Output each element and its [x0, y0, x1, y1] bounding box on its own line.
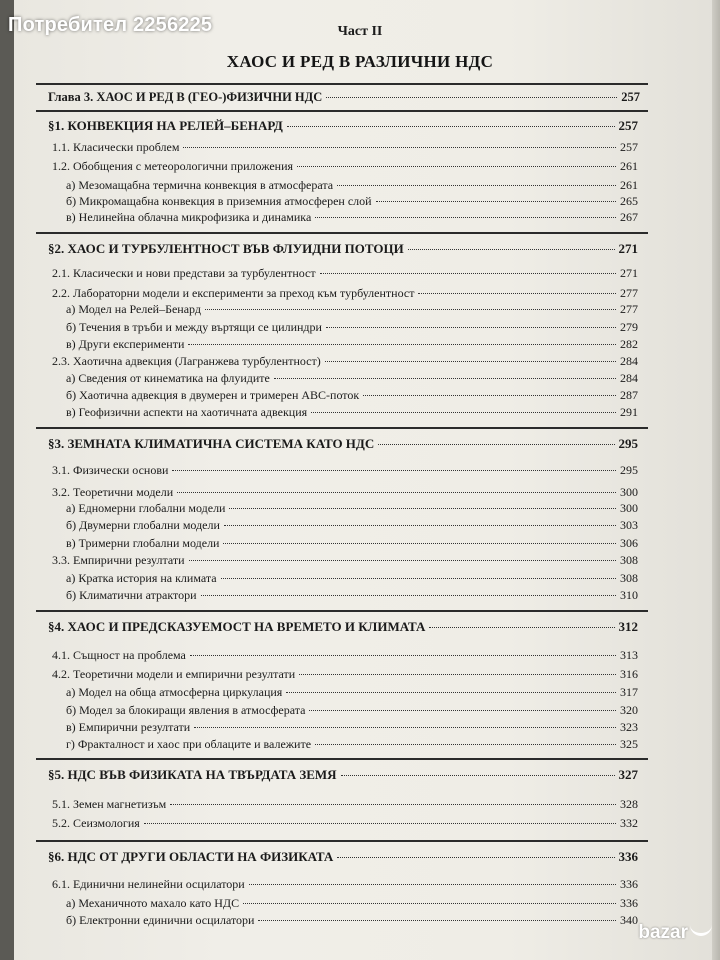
item-page: 320 [620, 703, 638, 717]
subsection-entry [52, 485, 638, 500]
item-label: а) Мезомащабна термична конвекция в атмосферата [66, 178, 334, 192]
leader-dots [177, 492, 616, 493]
leader-dots [190, 655, 616, 656]
section-label: §4. ХАОС И ПРЕДСКАЗУЕМОСТ НА ВРЕМЕТО И КЛИМАТА [48, 619, 426, 634]
subsection-item [66, 720, 638, 735]
item-page: 323 [620, 720, 638, 734]
item-page: 279 [620, 320, 638, 334]
item-label: в) Други експерименти [66, 337, 185, 351]
leader-dots [201, 595, 617, 596]
subsection-item [66, 896, 638, 911]
item-page: 261 [620, 159, 638, 173]
subsection-entry [52, 877, 638, 892]
subsection-entry [52, 286, 638, 301]
section-divider [36, 232, 648, 234]
item-label: 4.1. Същност на проблема [52, 648, 186, 662]
section-entry [48, 436, 638, 452]
subsection-item [66, 405, 638, 420]
item-label: а) Модел на Релей–Бенард [66, 302, 202, 316]
item-label: г) Фракталност и хаос при облаците и валежите [66, 737, 312, 751]
item-page: 308 [620, 571, 638, 585]
item-label: б) Климатични атрактори [66, 588, 197, 602]
item-label: б) Двумерни глобални модели [66, 518, 220, 532]
leader-dots [320, 273, 616, 274]
leader-dots [326, 327, 616, 328]
item-page: 325 [620, 737, 638, 751]
item-label: 3.1. Физически основи [52, 463, 169, 477]
section-divider [36, 840, 648, 842]
section-page: 312 [618, 619, 638, 634]
item-label: 3.3. Емпирични резултати [52, 553, 185, 567]
item-page: 310 [620, 588, 638, 602]
subsection-entry [52, 553, 638, 568]
leader-dots [249, 884, 616, 885]
leader-dots [376, 201, 616, 202]
leader-dots [258, 920, 616, 921]
item-page: 316 [620, 667, 638, 681]
chapter-page: 257 [621, 90, 640, 104]
leader-dots [378, 444, 614, 445]
subsection-item [66, 371, 638, 386]
subsection-item [66, 588, 638, 603]
leader-dots [341, 775, 615, 776]
bazar-logo: bazar [638, 922, 712, 944]
subsection-item [66, 337, 638, 352]
item-page: 336 [620, 896, 638, 910]
leader-dots [144, 823, 616, 824]
item-page: 267 [620, 210, 638, 224]
subsection-item [66, 501, 638, 516]
section-page: 336 [618, 849, 638, 864]
subsection-item [66, 518, 638, 533]
subsection-item [66, 685, 638, 700]
section-divider [36, 610, 648, 612]
item-page: 313 [620, 648, 638, 662]
section-label: §3. ЗЕМНАТА КЛИМАТИЧНА СИСТЕМА КАТО НДС [48, 436, 375, 451]
item-label: 2.1. Класически и нови представи за турбулентност [52, 266, 316, 280]
subsection-item [66, 536, 638, 551]
leader-dots [287, 126, 615, 127]
item-label: 2.3. Хаотична адвекция (Лагранжева турбулентност) [52, 354, 321, 368]
item-label: в) Емпирични резултати [66, 720, 191, 734]
section-label: §1. КОНВЕКЦИЯ НА РЕЛЕЙ–БЕНАРД [48, 118, 283, 133]
part-title: Част II [337, 24, 383, 39]
item-label: а) Модел на обща атмосферна циркулация [66, 685, 283, 699]
leader-dots [325, 361, 616, 362]
section-entry [48, 619, 638, 635]
item-label: в) Тримерни глобални модели [66, 536, 220, 550]
leader-dots [221, 578, 616, 579]
subsection-item [66, 913, 638, 928]
item-label: 2.2. Лабораторни модели и експерименти за преход към турбулентност [52, 286, 415, 300]
leader-dots [337, 857, 614, 858]
subsection-item [66, 320, 638, 335]
item-page: 332 [620, 816, 638, 830]
item-label: 1.1. Класически проблем [52, 140, 180, 154]
section-entry [48, 241, 638, 257]
leader-dots [309, 710, 616, 711]
title-rule [36, 83, 648, 85]
chapter-entry [48, 90, 640, 105]
subsection-entry [52, 648, 638, 663]
item-label: а) Едномерни глобални модели [66, 501, 226, 515]
item-label: б) Хаотична адвекция в двумерен и тримерен ABC-поток [66, 388, 360, 402]
leader-dots [363, 395, 616, 396]
item-label: б) Течения в тръби и между въртящи се цилиндри [66, 320, 322, 334]
item-page: 271 [620, 266, 638, 280]
section-page: 257 [618, 118, 638, 133]
item-page: 308 [620, 553, 638, 567]
leader-dots [286, 692, 616, 693]
item-label: в) Нелинейна облачна микрофизика и динамика [66, 210, 312, 224]
section-entry [48, 767, 638, 783]
item-page: 300 [620, 501, 638, 515]
item-page: 277 [620, 302, 638, 316]
section-divider [36, 427, 648, 429]
item-page: 340 [620, 913, 638, 927]
item-label: б) Микромащабна конвекция в приземния атмосферен слой [66, 194, 372, 208]
subsection-entry [52, 816, 638, 831]
item-page: 328 [620, 797, 638, 811]
section-page: 295 [618, 436, 638, 451]
subsection-entry [52, 463, 638, 478]
section-label: §2. ХАОС И ТУРБУЛЕНТНОСТ ВЪВ ФЛУИДНИ ПОТОЦИ [48, 241, 404, 256]
subsection-entry [52, 667, 638, 682]
section-page: 271 [618, 241, 638, 256]
leader-dots [205, 309, 616, 310]
user-watermark: Потребител 2256225 [8, 14, 213, 36]
subsection-item [66, 703, 638, 718]
section-label: §5. НДС ВЪВ ФИЗИКАТА НА ТВЪРДАТА ЗЕМЯ [48, 767, 337, 782]
subsection-entry [52, 354, 638, 369]
item-label: б) Модел за блокиращи явления в атмосферата [66, 703, 306, 717]
leader-dots [223, 543, 616, 544]
leader-dots [315, 217, 616, 218]
leader-dots [311, 412, 616, 413]
leader-dots [274, 378, 616, 379]
leader-dots [224, 525, 616, 526]
item-page: 277 [620, 286, 638, 300]
item-page: 295 [620, 463, 638, 477]
item-label: а) Сведения от кинематика на флуидите [66, 371, 270, 385]
section-divider [36, 758, 648, 760]
section-divider [36, 110, 648, 112]
item-label: б) Електронни единични осцилатори [66, 913, 255, 927]
item-page: 284 [620, 371, 638, 385]
subsection-entry [52, 140, 638, 155]
subsection-item [66, 388, 638, 403]
item-page: 317 [620, 685, 638, 699]
section-page: 327 [618, 767, 638, 782]
leader-dots [326, 97, 617, 98]
item-page: 287 [620, 388, 638, 402]
leader-dots [243, 903, 616, 904]
leader-dots [337, 185, 616, 186]
item-page: 261 [620, 178, 638, 192]
page-title: ХАОС И РЕД В РАЗЛИЧНИ НДС [226, 52, 494, 71]
item-label: в) Геофизични аспекти на хаотичната адвекция [66, 405, 308, 419]
subsection-item [66, 178, 638, 193]
subsection-item [66, 210, 638, 225]
item-label: 6.1. Единични нелинейни осцилатори [52, 877, 245, 891]
leader-dots [189, 560, 616, 561]
leader-dots [315, 744, 616, 745]
item-label: а) Кратка история на климата [66, 571, 217, 585]
subsection-item [66, 737, 638, 752]
item-label: 3.2. Теоретични модели [52, 485, 174, 499]
leader-dots [194, 727, 616, 728]
leader-dots [418, 293, 616, 294]
subsection-entry [52, 159, 638, 174]
item-page: 284 [620, 354, 638, 368]
item-label: а) Механичното махало като НДС [66, 896, 240, 910]
item-page: 303 [620, 518, 638, 532]
item-page: 265 [620, 194, 638, 208]
item-page: 300 [620, 485, 638, 499]
leader-dots [172, 470, 616, 471]
item-page: 306 [620, 536, 638, 550]
item-label: 4.2. Теоретични модели и емпирични резултати [52, 667, 296, 681]
chapter-label: Глава 3. ХАОС И РЕД В (ГЕО-)ФИЗИЧНИ НДС [48, 90, 323, 104]
leader-dots [297, 166, 616, 167]
leader-dots [429, 627, 614, 628]
item-page: 291 [620, 405, 638, 419]
subsection-entry [52, 266, 638, 281]
item-page: 282 [620, 337, 638, 351]
leader-dots [188, 344, 616, 345]
leader-dots [229, 508, 616, 509]
leader-dots [299, 674, 616, 675]
section-entry [48, 849, 638, 865]
section-entry [48, 118, 638, 134]
subsection-item [66, 194, 638, 209]
page-edge [712, 0, 720, 960]
subsection-item [66, 571, 638, 586]
subsection-item [66, 302, 638, 317]
item-label: 5.2. Сеизмология [52, 816, 140, 830]
item-label: 5.1. Земен магнетизъм [52, 797, 167, 811]
subsection-entry [52, 797, 638, 812]
leader-dots [183, 147, 616, 148]
section-label: §6. НДС ОТ ДРУГИ ОБЛАСТИ НА ФИЗИКАТА [48, 849, 334, 864]
item-label: 1.2. Обобщения с метеорологични приложения [52, 159, 294, 173]
leader-dots [408, 249, 615, 250]
item-page: 257 [620, 140, 638, 154]
leader-dots [170, 804, 616, 805]
item-page: 336 [620, 877, 638, 891]
